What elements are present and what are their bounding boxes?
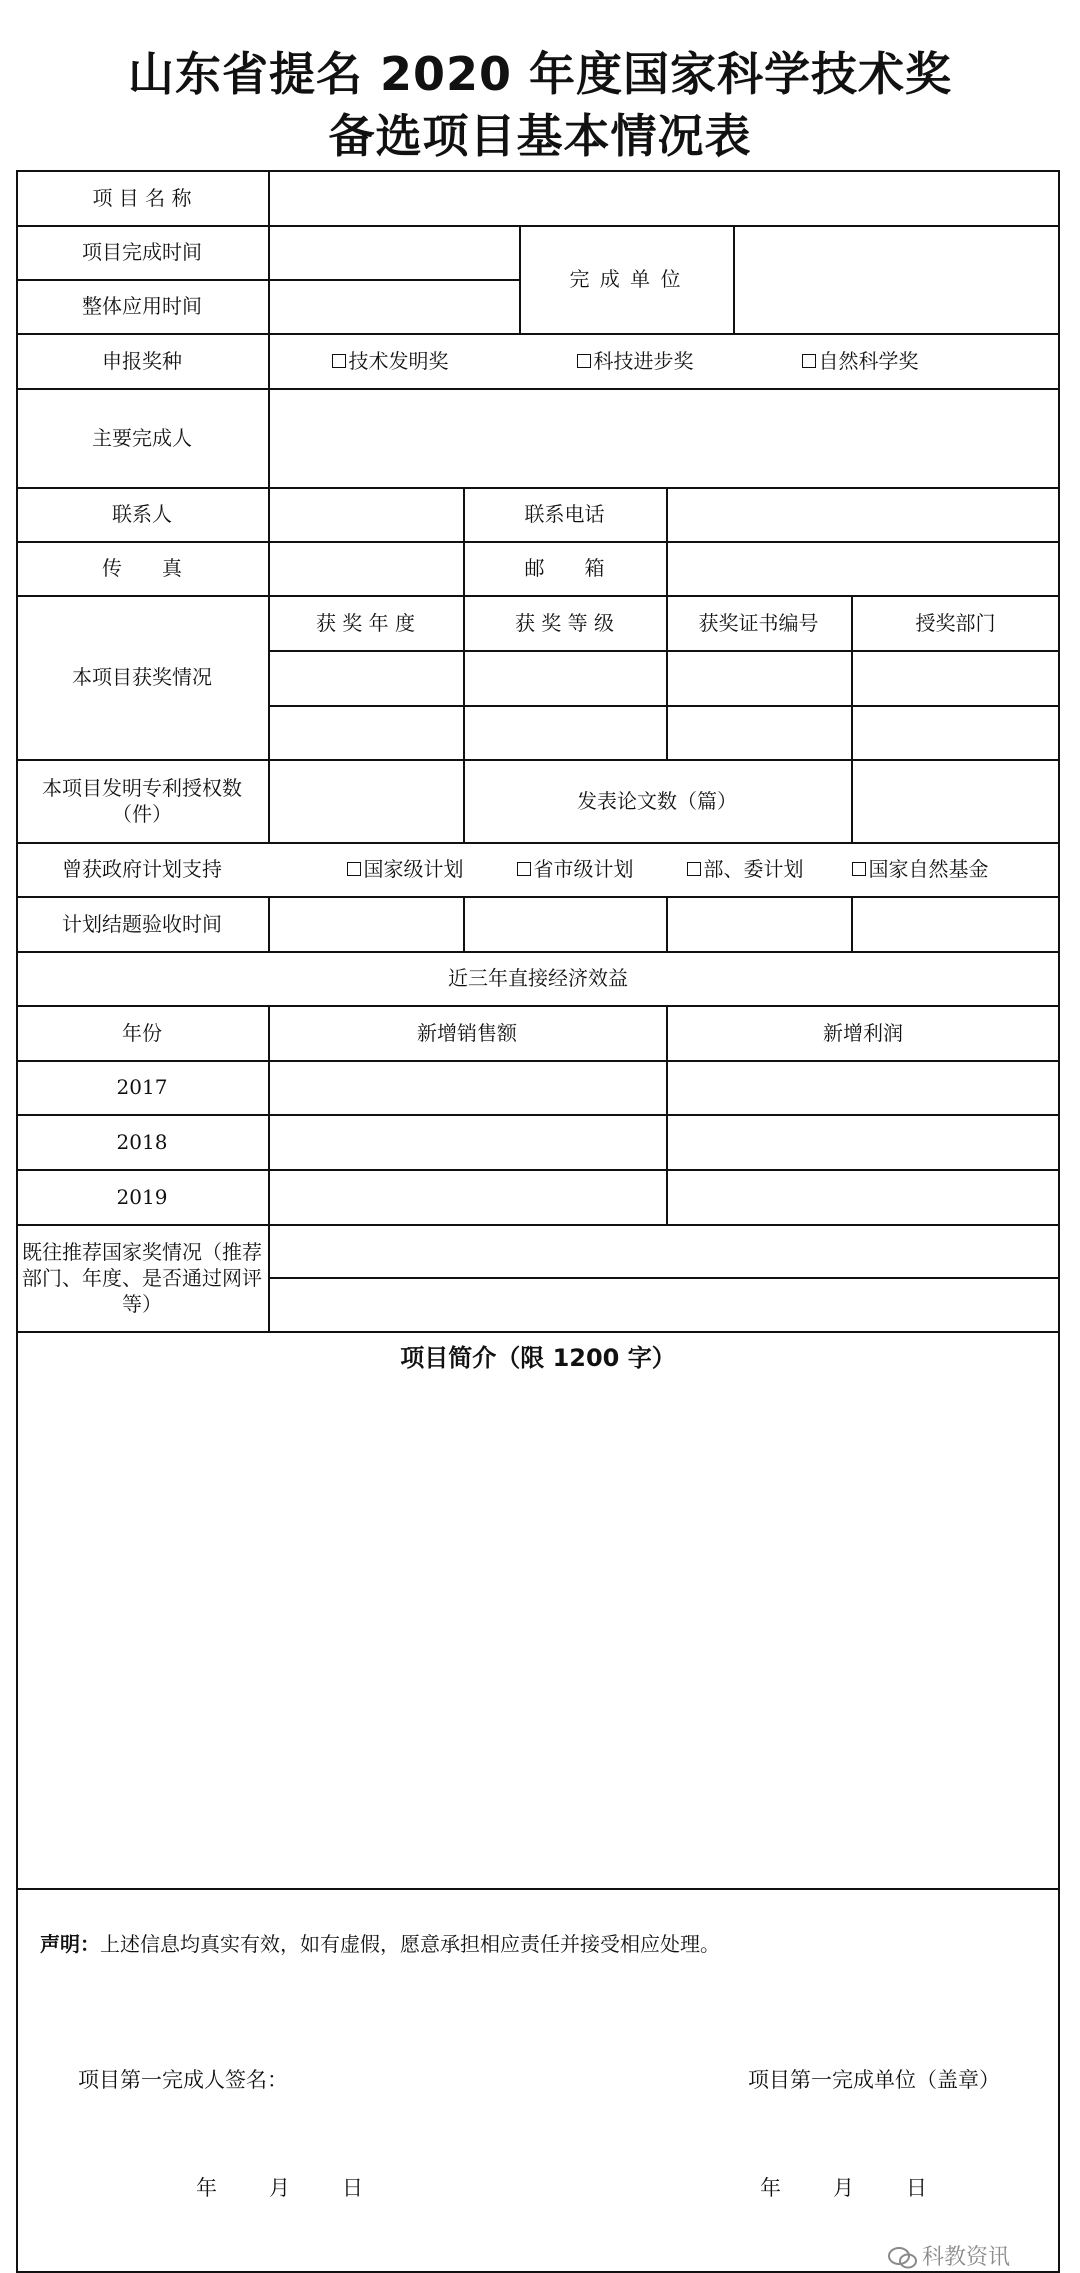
gov-option-label: 国家级计划 [363, 857, 464, 881]
year-header: 年份 [122, 1020, 162, 1045]
contact-person-label: 联系人 [112, 502, 172, 526]
profit-2019-field[interactable] [668, 1171, 1058, 1223]
award-row-field[interactable] [270, 707, 1058, 758]
year-2017: 2017 [116, 1075, 168, 1099]
intro-title: 项目简介（限 1200 字） [400, 1344, 676, 1372]
gov-option-label: 部、委计划 [703, 857, 804, 881]
acceptance-time-label: 计划结题验收时间 [62, 911, 222, 936]
checkbox-icon[interactable] [332, 354, 346, 368]
year-2019: 2019 [116, 1184, 168, 1209]
date-right [760, 2172, 927, 2202]
checkbox-icon[interactable] [517, 862, 531, 876]
first-unit-seal-label: 项目第一完成单位（盖章） [748, 2068, 1000, 2092]
first-contributor-signature-label: 项目第一完成人签名： [78, 2068, 288, 2092]
watermark-text: 科教资讯 [922, 2245, 1011, 2270]
previous-nominations-field[interactable] [270, 1226, 1058, 1330]
checkbox-icon[interactable] [347, 862, 361, 876]
gov-option-provincial[interactable] [500, 842, 650, 896]
award-year-header: 获 奖 年 度 [315, 610, 416, 635]
gov-option-ministry[interactable] [670, 842, 820, 896]
new-profit-header: 新增利润 [823, 1020, 903, 1045]
patents-field[interactable] [270, 761, 462, 841]
profit-2017-field[interactable] [668, 1062, 1058, 1113]
email-field[interactable] [668, 543, 1058, 594]
award-option-label: 自然科学奖 [818, 348, 919, 373]
awarding-department-header: 授奖部门 [915, 610, 996, 635]
fax-field[interactable] [270, 543, 462, 594]
application-time-label: 整体应用时间 [82, 294, 202, 318]
date-day: 日 [906, 2176, 927, 2200]
previous-nominations-label: 既往推荐国家奖情况（推荐部门、年度、是否通过网评等） [22, 1239, 262, 1316]
date-year: 年 [760, 2176, 781, 2200]
profit-2018-field[interactable] [668, 1116, 1058, 1168]
new-sales-header: 新增销售额 [417, 1020, 517, 1045]
row-divider [16, 1888, 1060, 1890]
main-contributors-field[interactable] [270, 390, 1058, 486]
award-option-progress[interactable] [545, 333, 725, 388]
date-day: 日 [342, 2176, 363, 2200]
year-2018: 2018 [116, 1129, 168, 1154]
acceptance-time-field[interactable] [270, 898, 1058, 950]
completion-time-field[interactable] [270, 227, 518, 278]
patents-label: 本项目发明专利授权数（件） [42, 775, 242, 826]
sales-2018-field[interactable] [270, 1116, 665, 1168]
gov-option-national[interactable] [330, 842, 480, 896]
sales-2017-field[interactable] [270, 1062, 665, 1113]
award-type-label: 申报奖种 [102, 348, 182, 373]
checkbox-icon[interactable] [577, 354, 591, 368]
award-option-invention[interactable] [300, 333, 480, 388]
gov-option-label: 省市级计划 [533, 857, 634, 881]
contact-phone-label: 联系电话 [524, 502, 605, 526]
awards-received-label: 本项目获奖情况 [72, 665, 212, 689]
gov-option-label: 国家自然基金 [868, 857, 989, 881]
completion-unit-field[interactable] [735, 227, 1058, 332]
declaration-label: 声明： [40, 1932, 100, 1956]
gov-option-natural-fund[interactable] [835, 842, 1005, 896]
checkbox-icon[interactable] [687, 862, 701, 876]
completion-unit-label: 完 成 单 位 [569, 267, 683, 291]
declaration [40, 1928, 720, 1957]
form-title-line-1: 山东省提名 2020 年度国家科学技术奖 [127, 47, 953, 101]
contact-person-field[interactable] [270, 489, 462, 540]
checkbox-icon[interactable] [802, 354, 816, 368]
award-option-label: 技术发明奖 [348, 348, 449, 373]
date-year: 年 [196, 2176, 217, 2200]
completion-time-label: 项目完成时间 [82, 240, 202, 264]
award-option-label: 科技进步奖 [593, 348, 694, 373]
project-name-field[interactable] [270, 172, 1058, 224]
form-title-line-2: 备选项目基本情况表 [328, 109, 752, 163]
col-divider [268, 333, 270, 388]
award-option-natural-science[interactable] [770, 333, 950, 388]
contact-phone-field[interactable] [668, 489, 1058, 540]
checkbox-icon[interactable] [852, 862, 866, 876]
declaration-text: 上述信息均真实有效，如有虚假，愿意承担相应责任并接受相应处理。 [100, 1932, 720, 1956]
award-level-header: 获 奖 等 级 [514, 610, 615, 635]
sales-2019-field[interactable] [270, 1171, 665, 1223]
application-time-field[interactable] [270, 281, 518, 332]
watermark [888, 2240, 1010, 2271]
award-row-field[interactable] [270, 652, 1058, 704]
email-label: 邮 箱 [524, 556, 605, 580]
main-contributors-label: 主要完成人 [92, 425, 192, 450]
date-month: 月 [269, 2176, 290, 2200]
date-left [196, 2172, 363, 2202]
intro-text-area[interactable] [18, 1385, 1058, 1885]
gov-support-label: 曾获政府计划支持 [62, 857, 222, 881]
papers-label: 发表论文数（篇） [577, 788, 737, 813]
economic-benefit-header: 近三年直接经济效益 [448, 966, 628, 990]
fax-label: 传 真 [102, 556, 182, 580]
papers-field[interactable] [853, 761, 1058, 841]
date-month: 月 [833, 2176, 854, 2200]
wechat-icon [888, 2247, 918, 2269]
certificate-number-header: 获奖证书编号 [698, 610, 819, 635]
project-name-label: 项 目 名 称 [92, 185, 192, 210]
